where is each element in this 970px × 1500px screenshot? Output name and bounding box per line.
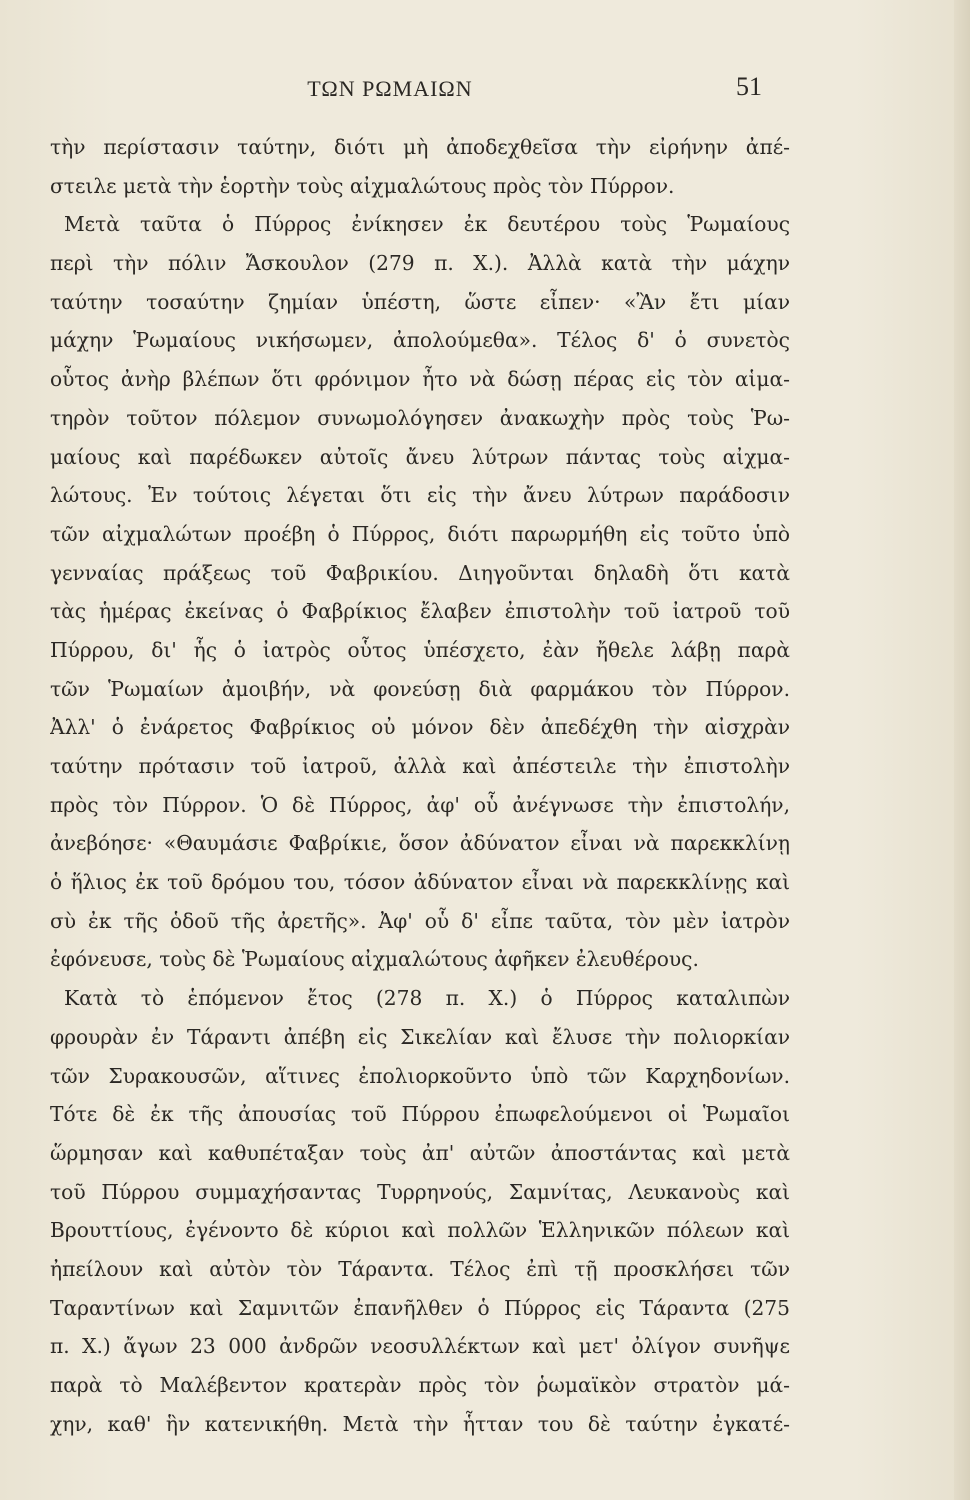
text-line: χην, καθ' ἣν κατενικήθη. Μετὰ τὴν ἧτταν του δὲ ταύτην ἐγκατέ- xyxy=(50,1411,790,1436)
text-line: τὴν περίστασιν ταύτην, διότι μὴ ἀποδεχθεῖσα τὴν εἰρήνην ἀπέ- xyxy=(50,135,790,159)
text-line: ὁ ἥλιος ἐκ τοῦ δρόμου του, τόσον ἀδύνατον εἶναι νὰ παρεκκλίνῃς καὶ xyxy=(50,870,790,895)
page-edge xyxy=(954,0,970,1500)
text-line: Ἀλλ' ὁ ἐνάρετος Φαβρίκιος οὐ μόνον δὲν ἀπεδέχθη τὴν αἰσχρὰν xyxy=(50,715,790,740)
text-line: ταύτην τοσαύτην ζημίαν ὑπέστη, ὥστε εἶπεν· «Ἂν ἔτι μίαν xyxy=(50,289,790,314)
text-line: ταύτην πρότασιν τοῦ ἰατροῦ, ἀλλὰ καὶ ἀπέστειλε τὴν ἐπιστολὴν xyxy=(50,754,790,778)
text-line: μαίους καὶ παρέδωκεν αὐτοῖς ἄνευ λύτρων πάντας τοὺς αἰχμα- xyxy=(50,444,790,469)
text-line: λώτους. Ἐν τούτοις λέγεται ὅτι εἰς τὴν ἄνευ λύτρων παράδοσιν xyxy=(50,483,790,508)
text-line: περὶ τὴν πόλιν Ἄσκουλον (279 π. Χ.). Ἀλλὰ κατὰ τὴν μάχην xyxy=(50,251,790,276)
text-line: Μετὰ ταῦτα ὁ Πύρρος ἐνίκησεν ἐκ δευτέρου τοὺς Ῥωμαίους xyxy=(64,212,790,237)
text-line: φρουρὰν ἐν Τάραντι ἀπέβη εἰς Σικελίαν καὶ ἔλυσε τὴν πολιορκίαν xyxy=(50,1024,790,1049)
text-line: ἐφόνευσε, τοὺς δὲ Ῥωμαίους αἰχμαλώτους ἀφῆκεν ἐλευθέρους. xyxy=(50,947,699,972)
text-line: τηρὸν τοῦτον πόλεμον συνωμολόγησεν ἀνακωχὴν πρὸς τοὺς Ῥω- xyxy=(50,405,790,430)
page-number: 51 xyxy=(736,72,762,101)
text-line: Ταραντίνων καὶ Σαμνιτῶν ἐπανῆλθεν ὁ Πύρρος εἰς Τάραντα (275 xyxy=(50,1295,790,1320)
text-line: τῶν Ῥωμαίων ἀμοιβήν, νὰ φονεύσῃ διὰ φαρμάκου τὸν Πύρρον. xyxy=(50,676,790,701)
text-line: σὺ ἐκ τῆς ὁδοῦ τῆς ἀρετῆς». Ἀφ' οὗ δ' εἶπε ταῦτα, τὸν μὲν ἰατρὸν xyxy=(50,908,790,933)
text-line: πρὸς τὸν Πύρρον. Ὁ δὲ Πύρρος, ἀφ' οὗ ἀνέγνωσε τὴν ἐπιστολήν, xyxy=(50,792,790,817)
text-line: ἀνεβόησε· «Θαυμάσιε Φαβρίκιε, ὅσον ἀδύνατον εἶναι νὰ παρεκκλίνῃ xyxy=(50,831,790,856)
running-title: ΤΩΝ ΡΩΜΑΙΩΝ xyxy=(307,76,473,101)
text-line: τῶν Συρακουσῶν, αἵτινες ἐπολιορκοῦντο ὑπὸ τῶν Καρχηδονίων. xyxy=(50,1063,790,1088)
body-text xyxy=(50,128,790,1443)
text-line: μάχην Ῥωμαίους νικήσωμεν, ἀπολούμεθα». Τέλος δ' ὁ συνετὸς xyxy=(50,328,790,353)
page-header xyxy=(0,72,970,110)
text-line: Πύρρου, δι' ἧς ὁ ἰατρὸς οὗτος ὑπέσχετο, ἐὰν ἤθελε λάβῃ παρὰ xyxy=(50,637,790,662)
text-line: Τότε δὲ ἐκ τῆς ἀπουσίας τοῦ Πύρρου ἐπωφελούμενοι οἱ Ῥωμαῖοι xyxy=(50,1102,790,1127)
text-line: τὰς ἡμέρας ἐκείνας ὁ Φαβρίκιος ἔλαβεν ἐπιστολὴν τοῦ ἰατροῦ τοῦ xyxy=(50,599,790,624)
text-line: ὥρμησαν καὶ καθυπέταξαν τοὺς ἀπ' αὐτῶν ἀποστάντας καὶ μετὰ xyxy=(50,1140,790,1165)
text-line: Κατὰ τὸ ἑπόμενον ἔτος (278 π. Χ.) ὁ Πύρρος καταλιπὼν xyxy=(64,986,790,1011)
text-line: γενναίας πράξεως τοῦ Φαβρικίου. Διηγοῦνται δηλαδὴ ὅτι κατὰ xyxy=(50,560,790,585)
text-line: τοῦ Πύρρου συμμαχήσαντας Τυρρηνούς, Σαμνίτας, Λευκανοὺς καὶ xyxy=(50,1179,790,1204)
text-line: παρὰ τὸ Μαλέβεντον κρατερὰν πρὸς τὸν ῥωμαϊκὸν στρατὸν μά- xyxy=(50,1373,790,1397)
text-line: ἠπείλουν καὶ αὐτὸν τὸν Τάραντα. Τέλος ἐπὶ τῇ προσκλήσει τῶν xyxy=(50,1256,790,1281)
text-line: π. Χ.) ἄγων 23 000 ἀνδρῶν νεοσυλλέκτων καὶ μετ' ὀλίγον συνῆψε xyxy=(50,1334,790,1359)
text-line: στειλε μετὰ τὴν ἑορτὴν τοὺς αἰχμαλώτους πρὸς τὸν Πύρρον. xyxy=(50,173,675,198)
text-line: Βρουττίους, ἐγένοντο δὲ κύριοι καὶ πολλῶν Ἑλληνικῶν πόλεων καὶ xyxy=(50,1218,790,1243)
text-line: τῶν αἰχμαλώτων προέβη ὁ Πύρρος, διότι παρωρμήθη εἰς τοῦτο ὑπὸ xyxy=(50,521,790,546)
text-line: οὗτος ἀνὴρ βλέπων ὅτι φρόνιμον ἦτο νὰ δώσῃ πέρας εἰς τὸν αἱμα- xyxy=(50,367,790,392)
